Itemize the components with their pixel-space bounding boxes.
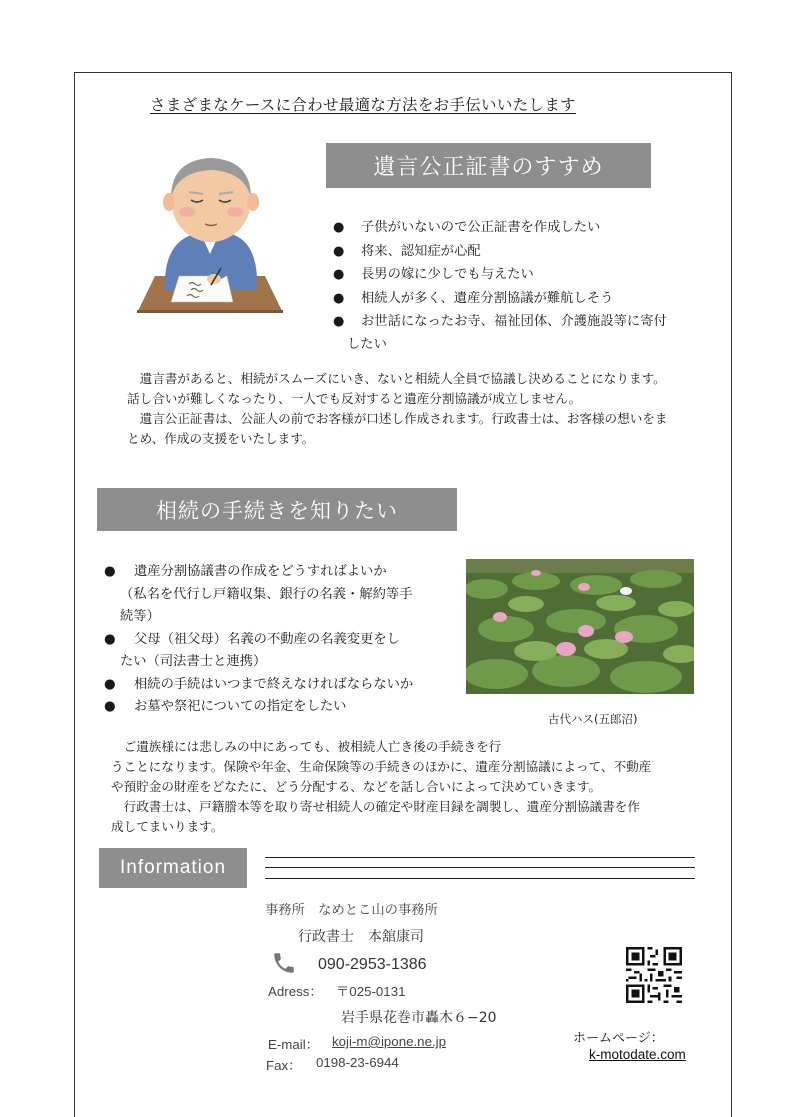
list-item-detail: たい（司法書士と連携） [120,654,267,669]
list-item: ● 将来、認知症が心配 [333,240,713,264]
section-heading-information: Information [99,848,247,888]
divider-line [265,857,695,858]
phone-icon [271,950,297,976]
list-item-detail: （私名を代行し戸籍収集、銀行の名義・解約等手 [120,586,413,602]
homepage-label: ホームページ： [573,1031,664,1046]
list-item: ● 子供がいないので公正証書を作成したい [333,216,713,240]
bullet-icon: ● [333,220,345,235]
divider-line [265,878,695,879]
bullet-icon: ● [333,267,345,282]
list-item: ● 父母（祖父母）名義の不動産の名義変更をし [104,629,454,652]
inheritance-list [104,561,454,719]
fax-number: 0198-23-6944 [316,1055,399,1070]
list-item: ● お墓や祭祀についての指定をしたい [104,696,454,719]
list-item: ● 相続の手続はいつまで終えなければならないか [104,674,454,697]
will-paragraph: 遺言書があると、相続がスムーズにいき、ないと相続人全員で協議し決めることになります。 話し合いが難しくなったり、一人でも反対すると遺産分割協議が成立しません。 遺言公正証書は、公証人の前でお客様が口述し作成されます。行政書士は、お客様の想いをま とめ、作成の支援をいたします。 [127,371,668,446]
bullet-icon: ● [104,676,116,692]
section-heading-will: 遺言公正証書のすすめ [326,143,651,188]
tagline: さまざまなケースに合わせ最適な方法をお手伝いいたします [150,96,576,114]
bullet-icon: ● [333,314,345,329]
bullet-icon: ● [104,631,116,647]
postal-code: 〒025-0131 [336,984,406,999]
list-item: ● 遺産分割協議書の作成をどうすればよいか [104,561,454,584]
bullet-icon: ● [104,699,116,714]
fax-label: Fax： [266,1058,302,1073]
frame-top-border [74,72,732,73]
office-name: 事務所 なめとこ山の事務所 [265,903,438,918]
bullet-icon: ● [104,564,116,579]
address-label: Adress： [268,984,323,999]
list-item: ● 相続人が多く、遺産分割協議が難航しそう [333,287,713,311]
lotus-pond-photo [466,559,694,694]
frame-left-border [74,72,75,1117]
scrivener-name: 行政書士 本舘康司 [298,929,424,945]
email-label: E-mail： [268,1037,319,1052]
list-item-continuation: したい [347,337,387,352]
inheritance-paragraph: ご遺族様には悲しみの中にあっても、被相続人亡き後の手続きを行 うことになります。保険や年金、生命保険等の手続きのほかに、遺産分割協議によって、不動産 や預貯金の財産をどなたに、どう分配する、などを話し合いによって決めていきます。 行政書士は、戸籍謄本等を取り寄せ相続人の確定や財産目録を調製し、遺産分割協議書を作 成してまいります。 [111,739,652,834]
elderly-man-writing-illustration [135,150,285,313]
bullet-icon: ● [333,243,345,259]
homepage-link[interactable]: k-motodate.com [589,1047,686,1062]
phone-number: 090-2953-1386 [318,956,427,973]
bullet-icon: ● [333,290,345,306]
qr-code-icon [626,947,682,1003]
list-item: ● お世話になったお寺、福祉団体、介護施設等に寄付 したい [333,310,713,334]
will-reasons-list [333,216,713,352]
list-item-detail: 続等） [120,609,160,624]
divider-line [265,867,695,868]
photo-caption: 古代ハス(五郎沼) [548,712,638,726]
frame-right-border [731,72,732,1117]
list-item: ● 長男の嫁に少しでも与えたい [333,263,713,287]
section-heading-inheritance: 相続の手続きを知りたい [97,488,457,531]
email-link[interactable]: koji-m@ipone.ne.jp [332,1034,447,1049]
address: 岩手県花巻市轟木６−20 [341,1010,497,1026]
